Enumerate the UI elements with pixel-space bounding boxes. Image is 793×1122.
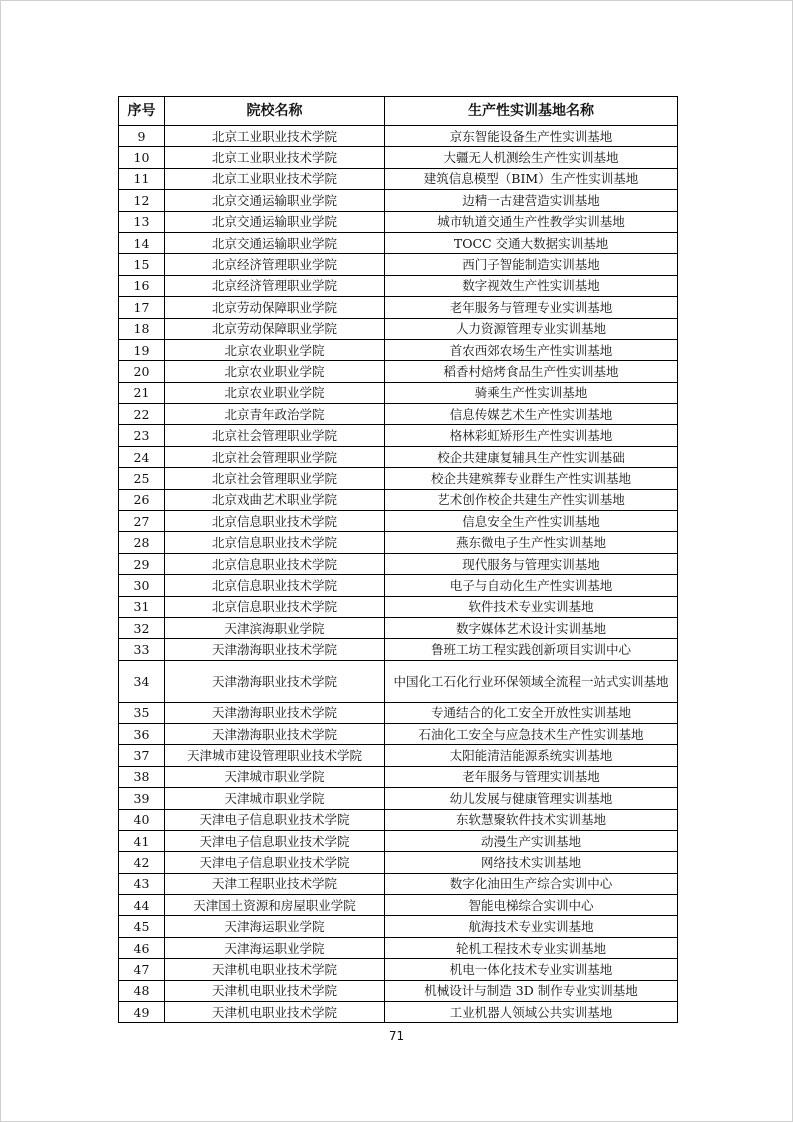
cell-training-base-name: 中国化工石化行业环保领域全流程一站式实训基地 <box>385 660 678 702</box>
cell-serial-number: 46 <box>119 937 165 958</box>
table-row <box>119 639 678 660</box>
cell-school-name: 天津机电职业技术学院 <box>165 959 385 980</box>
cell-school-name: 北京农业职业学院 <box>165 382 385 403</box>
table-row <box>119 596 678 617</box>
cell-school-name: 北京青年政治学院 <box>165 404 385 425</box>
header-training-base-name: 生产性实训基地名称 <box>385 97 678 126</box>
cell-serial-number: 35 <box>119 702 165 723</box>
cell-serial-number: 15 <box>119 254 165 275</box>
cell-training-base-name: 机械设计与制造 3D 制作专业实训基地 <box>385 980 678 1001</box>
cell-serial-number: 30 <box>119 575 165 596</box>
table-row <box>119 895 678 916</box>
cell-serial-number: 29 <box>119 553 165 574</box>
cell-school-name: 北京农业职业学院 <box>165 361 385 382</box>
cell-school-name: 天津渤海职业技术学院 <box>165 660 385 702</box>
training-base-table <box>118 96 678 1023</box>
table-header-row <box>119 97 678 126</box>
cell-school-name: 北京信息职业技术学院 <box>165 575 385 596</box>
table-row <box>119 361 678 382</box>
cell-school-name: 天津国土资源和房屋职业学院 <box>165 895 385 916</box>
table-row <box>119 809 678 830</box>
cell-school-name: 北京信息职业技术学院 <box>165 511 385 532</box>
cell-training-base-name: 校企共建殡葬专业群生产性实训基地 <box>385 468 678 489</box>
cell-training-base-name: 边精一古建营造实训基地 <box>385 190 678 211</box>
cell-serial-number: 41 <box>119 830 165 851</box>
cell-school-name: 天津城市职业学院 <box>165 788 385 809</box>
cell-school-name: 北京交通运输职业学院 <box>165 190 385 211</box>
cell-school-name: 北京工业职业技术学院 <box>165 147 385 168</box>
cell-school-name: 天津海运职业学院 <box>165 916 385 937</box>
page-number: 71 <box>388 1029 405 1043</box>
cell-training-base-name: 骑乘生产性实训基地 <box>385 382 678 403</box>
table-row <box>119 339 678 360</box>
table-row <box>119 404 678 425</box>
cell-serial-number: 34 <box>119 660 165 702</box>
table-row <box>119 617 678 638</box>
cell-serial-number: 33 <box>119 639 165 660</box>
cell-training-base-name: TOCC 交通大数据实训基地 <box>385 232 678 253</box>
cell-serial-number: 14 <box>119 232 165 253</box>
table-row <box>119 766 678 787</box>
cell-school-name: 天津电子信息职业技术学院 <box>165 809 385 830</box>
cell-training-base-name: 大疆无人机测绘生产性实训基地 <box>385 147 678 168</box>
cell-school-name: 天津电子信息职业技术学院 <box>165 830 385 851</box>
table-row <box>119 660 678 702</box>
cell-school-name: 北京戏曲艺术职业学院 <box>165 489 385 510</box>
cell-training-base-name: 东软慧聚软件技术实训基地 <box>385 809 678 830</box>
cell-serial-number: 27 <box>119 511 165 532</box>
cell-training-base-name: 电子与自动化生产性实训基地 <box>385 575 678 596</box>
cell-training-base-name: 建筑信息模型（BIM）生产性实训基地 <box>385 168 678 189</box>
table-row <box>119 468 678 489</box>
table-row <box>119 1002 678 1023</box>
table-row <box>119 852 678 873</box>
cell-training-base-name: 信息安全生产性实训基地 <box>385 511 678 532</box>
table-row <box>119 446 678 467</box>
cell-training-base-name: 动漫生产实训基地 <box>385 830 678 851</box>
cell-serial-number: 16 <box>119 275 165 296</box>
cell-serial-number: 38 <box>119 766 165 787</box>
table-row <box>119 211 678 232</box>
cell-training-base-name: 数字媒体艺术设计实训基地 <box>385 617 678 638</box>
cell-training-base-name: 燕东微电子生产性实训基地 <box>385 532 678 553</box>
table-row <box>119 232 678 253</box>
cell-serial-number: 44 <box>119 895 165 916</box>
cell-serial-number: 22 <box>119 404 165 425</box>
cell-training-base-name: 幼儿发展与健康管理实训基地 <box>385 788 678 809</box>
cell-training-base-name: 人力资源管理专业实训基地 <box>385 318 678 339</box>
cell-school-name: 北京社会管理职业学院 <box>165 425 385 446</box>
header-school-name: 院校名称 <box>165 97 385 126</box>
table-row <box>119 745 678 766</box>
cell-serial-number: 48 <box>119 980 165 1001</box>
table-row <box>119 788 678 809</box>
table-row <box>119 553 678 574</box>
table-row <box>119 830 678 851</box>
cell-serial-number: 25 <box>119 468 165 489</box>
cell-school-name: 天津电子信息职业技术学院 <box>165 852 385 873</box>
cell-school-name: 天津渤海职业技术学院 <box>165 723 385 744</box>
cell-training-base-name: 轮机工程技术专业实训基地 <box>385 937 678 958</box>
table-row <box>119 959 678 980</box>
cell-serial-number: 18 <box>119 318 165 339</box>
table-row <box>119 702 678 723</box>
table-row <box>119 873 678 894</box>
cell-serial-number: 28 <box>119 532 165 553</box>
cell-school-name: 北京工业职业技术学院 <box>165 126 385 147</box>
cell-school-name: 北京社会管理职业学院 <box>165 468 385 489</box>
cell-training-base-name: 老年服务与管理专业实训基地 <box>385 297 678 318</box>
cell-serial-number: 32 <box>119 617 165 638</box>
cell-serial-number: 36 <box>119 723 165 744</box>
cell-school-name: 天津渤海职业技术学院 <box>165 639 385 660</box>
cell-serial-number: 21 <box>119 382 165 403</box>
cell-serial-number: 23 <box>119 425 165 446</box>
cell-school-name: 天津城市职业学院 <box>165 766 385 787</box>
cell-training-base-name: 数字视效生产性实训基地 <box>385 275 678 296</box>
cell-training-base-name: 老年服务与管理实训基地 <box>385 766 678 787</box>
cell-serial-number: 49 <box>119 1002 165 1023</box>
cell-training-base-name: 航海技术专业实训基地 <box>385 916 678 937</box>
cell-school-name: 天津滨海职业学院 <box>165 617 385 638</box>
cell-serial-number: 10 <box>119 147 165 168</box>
cell-school-name: 北京信息职业技术学院 <box>165 553 385 574</box>
cell-training-base-name: 软件技术专业实训基地 <box>385 596 678 617</box>
table-row <box>119 425 678 446</box>
table-row <box>119 723 678 744</box>
table-row <box>119 168 678 189</box>
cell-serial-number: 11 <box>119 168 165 189</box>
cell-serial-number: 9 <box>119 126 165 147</box>
cell-school-name: 北京信息职业技术学院 <box>165 596 385 617</box>
table-row <box>119 511 678 532</box>
cell-training-base-name: 稻香村焙烤食品生产性实训基地 <box>385 361 678 382</box>
cell-serial-number: 26 <box>119 489 165 510</box>
table-row <box>119 297 678 318</box>
cell-serial-number: 42 <box>119 852 165 873</box>
cell-serial-number: 31 <box>119 596 165 617</box>
table-row <box>119 147 678 168</box>
cell-training-base-name: 工业机器人领域公共实训基地 <box>385 1002 678 1023</box>
cell-training-base-name: 京东智能设备生产性实训基地 <box>385 126 678 147</box>
cell-training-base-name: 艺术创作校企共建生产性实训基地 <box>385 489 678 510</box>
cell-school-name: 天津机电职业技术学院 <box>165 1002 385 1023</box>
table-row <box>119 575 678 596</box>
table-body <box>119 126 678 1023</box>
table-row <box>119 126 678 147</box>
cell-training-base-name: 机电一体化技术专业实训基地 <box>385 959 678 980</box>
table-row <box>119 532 678 553</box>
table-row <box>119 254 678 275</box>
cell-training-base-name: 网络技术实训基地 <box>385 852 678 873</box>
cell-training-base-name: 西门子智能制造实训基地 <box>385 254 678 275</box>
cell-school-name: 北京交通运输职业学院 <box>165 232 385 253</box>
cell-school-name: 北京交通运输职业学院 <box>165 211 385 232</box>
cell-school-name: 天津机电职业技术学院 <box>165 980 385 1001</box>
cell-training-base-name: 智能电梯综合实训中心 <box>385 895 678 916</box>
cell-training-base-name: 鲁班工坊工程实践创新项目实训中心 <box>385 639 678 660</box>
cell-school-name: 北京经济管理职业学院 <box>165 275 385 296</box>
cell-serial-number: 20 <box>119 361 165 382</box>
cell-training-base-name: 数字化油田生产综合实训中心 <box>385 873 678 894</box>
cell-school-name: 北京劳动保障职业学院 <box>165 297 385 318</box>
cell-training-base-name: 石油化工安全与应急技术生产性实训基地 <box>385 723 678 744</box>
cell-school-name: 天津海运职业学院 <box>165 937 385 958</box>
cell-school-name: 北京信息职业技术学院 <box>165 532 385 553</box>
cell-training-base-name: 专通结合的化工安全开放性实训基地 <box>385 702 678 723</box>
cell-serial-number: 24 <box>119 446 165 467</box>
cell-school-name: 北京经济管理职业学院 <box>165 254 385 275</box>
cell-school-name: 天津工程职业技术学院 <box>165 873 385 894</box>
table-row <box>119 275 678 296</box>
cell-school-name: 北京社会管理职业学院 <box>165 446 385 467</box>
cell-serial-number: 19 <box>119 339 165 360</box>
table-row <box>119 382 678 403</box>
cell-school-name: 天津渤海职业技术学院 <box>165 702 385 723</box>
cell-serial-number: 45 <box>119 916 165 937</box>
cell-serial-number: 40 <box>119 809 165 830</box>
cell-training-base-name: 格林彩虹矫形生产性实训基地 <box>385 425 678 446</box>
cell-school-name: 北京农业职业学院 <box>165 339 385 360</box>
table-row <box>119 489 678 510</box>
cell-school-name: 北京工业职业技术学院 <box>165 168 385 189</box>
cell-serial-number: 12 <box>119 190 165 211</box>
cell-training-base-name: 信息传媒艺术生产性实训基地 <box>385 404 678 425</box>
table-row <box>119 937 678 958</box>
table-row <box>119 916 678 937</box>
cell-serial-number: 39 <box>119 788 165 809</box>
cell-serial-number: 47 <box>119 959 165 980</box>
cell-school-name: 北京劳动保障职业学院 <box>165 318 385 339</box>
table-row <box>119 190 678 211</box>
cell-training-base-name: 首农西郊农场生产性实训基地 <box>385 339 678 360</box>
cell-school-name: 天津城市建设管理职业技术学院 <box>165 745 385 766</box>
cell-training-base-name: 城市轨道交通生产性教学实训基地 <box>385 211 678 232</box>
table-row <box>119 980 678 1001</box>
table-row <box>119 318 678 339</box>
cell-training-base-name: 现代服务与管理实训基地 <box>385 553 678 574</box>
cell-serial-number: 17 <box>119 297 165 318</box>
cell-serial-number: 37 <box>119 745 165 766</box>
header-serial-number: 序号 <box>119 97 165 126</box>
cell-serial-number: 13 <box>119 211 165 232</box>
cell-training-base-name: 太阳能清洁能源系统实训基地 <box>385 745 678 766</box>
cell-serial-number: 43 <box>119 873 165 894</box>
cell-training-base-name: 校企共建康复辅具生产性实训基础 <box>385 446 678 467</box>
